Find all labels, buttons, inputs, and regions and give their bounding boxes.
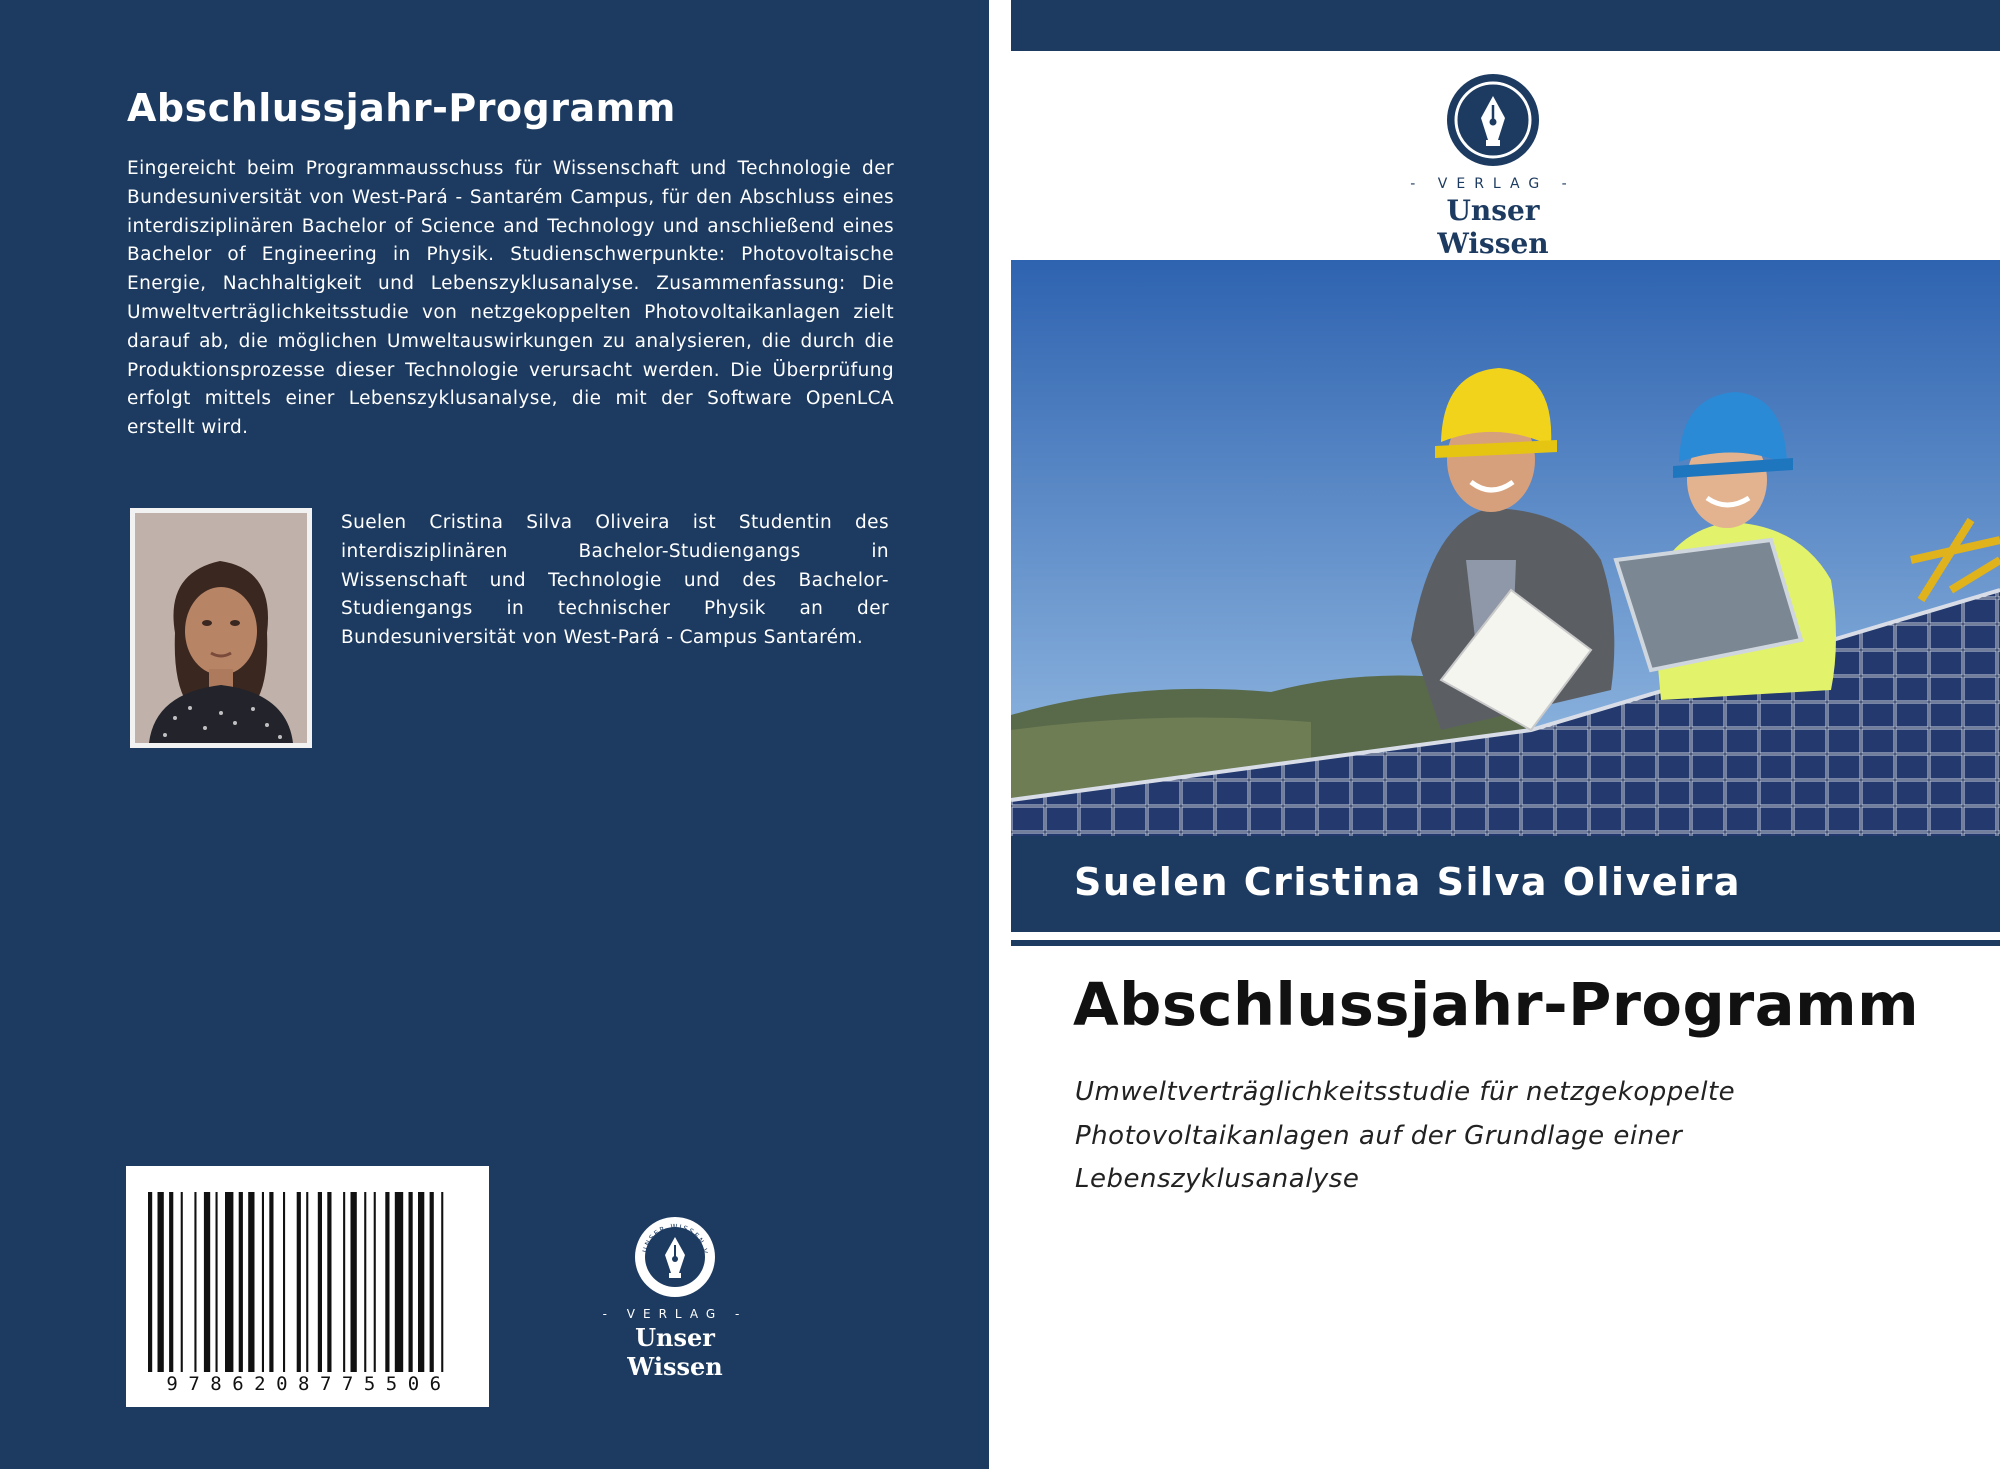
front-verlag-label: - VERLAG -	[1410, 176, 1576, 192]
barcode-bar	[194, 1192, 196, 1372]
barcode-bar	[216, 1192, 218, 1372]
barcode-bar	[409, 1192, 413, 1372]
barcode-bar	[395, 1192, 403, 1372]
back-cover	[0, 0, 989, 1469]
barcode-bar	[430, 1192, 434, 1372]
isbn-digits: 9786208775506	[166, 1373, 452, 1395]
publisher-seal-icon	[633, 1215, 717, 1299]
front-top-bar	[1011, 0, 2000, 51]
barcode-bar	[297, 1192, 301, 1372]
barcode-bar	[248, 1192, 254, 1372]
front-subtitle: Umweltverträglichkeitsstudie für netzgekoppelte Photovoltaikanlagen auf der Grundlage einer Lebenszyklusanalyse	[1075, 1077, 1736, 1194]
barcode-bar	[239, 1192, 243, 1372]
barcode-bar	[283, 1192, 285, 1372]
spine	[989, 0, 1011, 1469]
front-publisher-name: Unser Wissen	[1437, 194, 1549, 260]
barcode-bar	[351, 1192, 357, 1372]
barcode-bar	[327, 1192, 331, 1372]
barcode-bar	[385, 1192, 389, 1372]
author-portrait-image	[135, 513, 307, 743]
barcode-bar	[269, 1192, 273, 1372]
barcode-bar	[306, 1192, 308, 1372]
barcode-bar	[148, 1192, 152, 1372]
back-publisher-name: Unser Wissen	[627, 1323, 723, 1381]
barcode-bar	[158, 1192, 164, 1372]
isbn-barcode	[126, 1166, 489, 1407]
barcode-bar	[318, 1192, 322, 1372]
barcode-bar	[364, 1192, 366, 1372]
back-publisher-logo	[585, 1215, 765, 1381]
barcode-bar	[181, 1192, 183, 1372]
front-publisher-logo	[1393, 72, 1593, 260]
solar-workers-photo	[1011, 260, 2000, 836]
barcode-bar	[374, 1192, 376, 1372]
back-cover-title: Abschlussjahr-Programm	[127, 86, 676, 130]
barcode-bar	[441, 1192, 443, 1372]
front-author-name: Suelen Cristina Silva Oliveira	[1074, 860, 1742, 904]
svg-text:UNSER WISSEN VERLAG: UNSER WISSEN V	[641, 1222, 710, 1256]
barcode-bar	[225, 1192, 233, 1372]
author-bio: Suelen Cristina Silva Oliveira ist Studentin des interdisziplinären Bachelor-Studiengangs in Wissenschaft und Technologie und des Bachelor-Studiengangs in technischer Physik an der Bundesuniversität von West-Pará - Campus Santarém.	[341, 512, 889, 649]
barcode-bar	[262, 1192, 264, 1372]
barcode-bars	[126, 1166, 489, 1407]
publisher-seal-icon	[1445, 72, 1541, 168]
barcode-bar	[418, 1192, 424, 1372]
barcode-bar	[169, 1192, 173, 1372]
back-cover-blurb: Eingereicht beim Programmausschuss für Wissenschaft und Technologie der Bundesuniversität von West-Pará - Santarém Campus, für den Abschluss eines interdisziplinären Bachelor of Science and Technology und anschließend eines Bachelor of Engineering in Physik. Studienschwerpunkte: Photovoltaische Energie, Nachhaltigkeit und Lebenszyklusanalyse. Zusammenfassung: Die Umweltverträglichkeitsstudie von netzgekoppelten Photovoltaikanlagen zielt darauf ab, die möglichen Umweltauswirkungen zu analysieren, die durch die Produktionsprozesse dieser Technologie verursacht werden. Die Überprüfung erfolgt mittels einer Lebenszyklusanalyse, die mit der Software OpenLCA erstellt wird.	[127, 158, 894, 439]
back-verlag-label: - VERLAG -	[602, 1307, 748, 1321]
barcode-bar	[343, 1192, 345, 1372]
cover-photo	[1011, 260, 2000, 836]
band-rule	[1011, 940, 2000, 946]
author-photo	[130, 508, 312, 748]
author-band	[1011, 836, 2000, 932]
barcode-bar	[204, 1192, 210, 1372]
front-title: Abschlussjahr-Programm	[1073, 970, 1920, 1039]
